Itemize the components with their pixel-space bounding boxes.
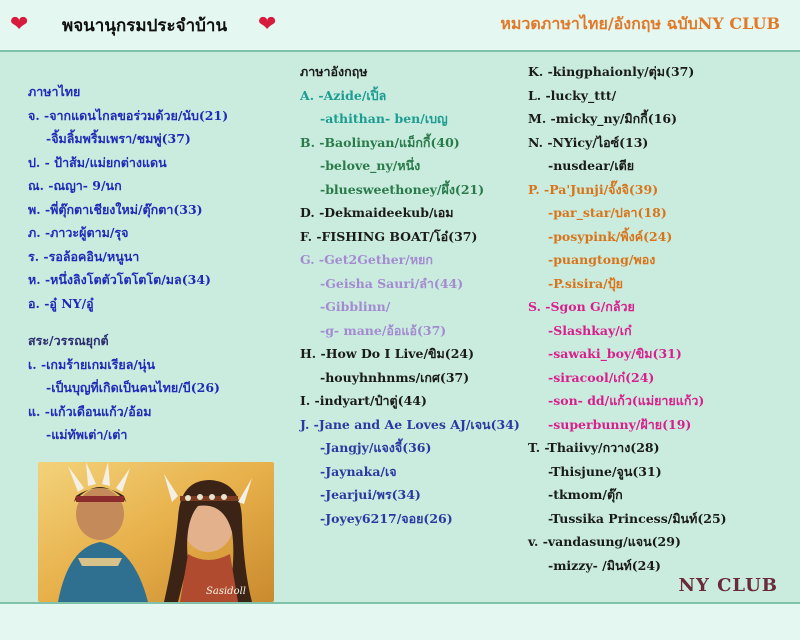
list-item: -Slashkay/เก๋ <box>548 322 632 338</box>
list-item: I. -indyart/ป๋าตู่(44) <box>300 393 427 408</box>
list-item: A. -Azide/เปิ้ล <box>300 87 387 103</box>
list-item: -mizzy- /มินท์(24) <box>548 557 661 573</box>
list-item: N. -NYicy/ไอซ์(13) <box>528 134 649 150</box>
list-item: ป. - ป้าส้ม/แม่ยกต่างแดน <box>28 154 167 170</box>
list-item: พ. -พี่ตุ๊กตาเชียงใหม่/ตุ๊กตา(33) <box>28 201 203 217</box>
list-item: -Thisjune/จูน(31) <box>548 463 662 479</box>
english-header: ภาษาอังกฤษ <box>300 64 368 79</box>
list-item: G. -Get2Gether/หยก <box>300 252 433 267</box>
thai-header: ภาษาไทย <box>28 84 81 99</box>
list-item: จ. -จากแดนไกลขอร่วมด้วย/นับ(21) <box>28 107 229 123</box>
list-item: H. -How Do I Live/ขิม(24) <box>300 346 475 361</box>
spacer <box>28 315 288 329</box>
list-item: S. -Sgon G/กล้วย <box>528 299 635 314</box>
footer-bar <box>0 602 800 640</box>
heart-icon: ❤ <box>10 12 29 37</box>
list-item: ณ. -ณญา- 9/นก <box>28 178 122 193</box>
page-title: พจนานุกรมประจำบ้าน <box>62 16 228 36</box>
page-subtitle: หมวดภาษาไทย/อังกฤษ ฉบับNY CLUB <box>500 14 780 33</box>
list-item: P. -Pa'Junji/จั๊งจิ(39) <box>528 181 659 197</box>
list-item: -belove_ny/หนึ่ง <box>320 158 421 173</box>
list-item: v. -vandasung/แจน(29) <box>528 534 681 549</box>
photo-illustration <box>38 462 274 602</box>
list-item: -P.sisira/ปุ้ย <box>548 275 623 291</box>
list-item: -puangtong/พอง <box>548 252 656 267</box>
list-item: -g- mane/อ้อแอ้(37) <box>320 322 447 338</box>
list-item: D. -Dekmaideekub/เอม <box>300 205 454 220</box>
list-item: -Jangjy/แจงจี้(36) <box>320 440 432 455</box>
list-item: -son- dd/แก้ว(แม่ยายแก้ว) <box>548 393 705 408</box>
list-item: -จิ้มลิ้มพริ้มเพรา/ชมพู่(37) <box>46 131 191 146</box>
list-item: -Gibblinn/ <box>320 299 391 314</box>
heart-icon: ❤ <box>258 12 277 37</box>
list-item: J. -Jane and Ae Loves AJ/เจน(34) <box>300 416 520 432</box>
list-item: อ. -อู๋ NY/อู๋ <box>28 295 94 311</box>
list-item: ห. -หนึ่งลิงโตตัวโตโตโต/มล(34) <box>28 272 211 287</box>
list-item: -Joyey6217/จอย(26) <box>320 510 453 526</box>
thai-section <box>28 80 288 447</box>
list-item: -athithan- ben/เบญ <box>320 111 448 126</box>
list-item: แ. -แก้วเดือนแก้ว/อ้อม <box>28 403 152 419</box>
list-item: K. -kingphaionly/ตุ่ม(37) <box>528 64 695 79</box>
list-item: -tkmom/ตุ๊ก <box>548 487 623 502</box>
list-item: ร. -รอล้อคอิน/หนูนา <box>28 248 140 264</box>
english-list-a-j <box>300 84 530 531</box>
brand-footer: NY CLUB <box>678 575 778 596</box>
english-list-k-v <box>528 60 798 577</box>
list-item: B. -Baolinyan/แม็กกี้(40) <box>300 134 460 150</box>
vowel-list <box>28 353 288 447</box>
vowel-header: สระ/วรรณยุกต์ <box>28 333 109 348</box>
list-item: -เป็นบุญที่เกิดเป็นคนไทย/บี(26) <box>46 380 220 395</box>
list-item: -Jearjui/พร(34) <box>320 487 421 502</box>
english-section-2 <box>528 60 798 577</box>
list-item: ภ. -ภาวะผู้ตาม/รุจ <box>28 225 129 240</box>
list-item: -posypink/พิ้งค์(24) <box>548 228 673 244</box>
list-item: F. -FISHING BOAT/โอ๋(37) <box>300 228 478 244</box>
list-item: -par_star/ปลา(18) <box>548 205 667 220</box>
list-item: M. -micky_ny/มิกกี้(16) <box>528 111 678 126</box>
list-item: -nusdear/เตีย <box>548 158 635 173</box>
english-section <box>300 60 530 530</box>
list-item: -superbunny/ฝ้าย(19) <box>548 416 692 432</box>
list-item: -Geisha Sauri/ลำ(44) <box>320 275 464 291</box>
thai-list <box>28 104 288 316</box>
list-item: -Jaynaka/เจ <box>320 463 397 479</box>
list-item: -Tussika Princess/มินท์(25) <box>548 510 727 526</box>
couple-photo <box>38 462 274 602</box>
list-item: L. -lucky_ttt/ <box>528 87 617 103</box>
list-item: -siracool/เก๋(24) <box>548 369 655 385</box>
list-item: -houyhnhnms/เกศ(37) <box>320 369 470 385</box>
list-item: T. -Thaiivy/กวาง(28) <box>528 440 660 455</box>
header-bar <box>0 0 800 52</box>
list-item: -sawaki_boy/ขิม(31) <box>548 346 682 361</box>
list-item: เ. -เกมร้ายเกมเรียล/นุ่น <box>28 356 156 372</box>
list-item: -bluesweethoney/ผึ้ง(21) <box>320 181 485 197</box>
photo-signature: Sasidoll <box>206 586 246 597</box>
list-item: -แม่ทัพเต่า/เต่า <box>46 427 128 442</box>
